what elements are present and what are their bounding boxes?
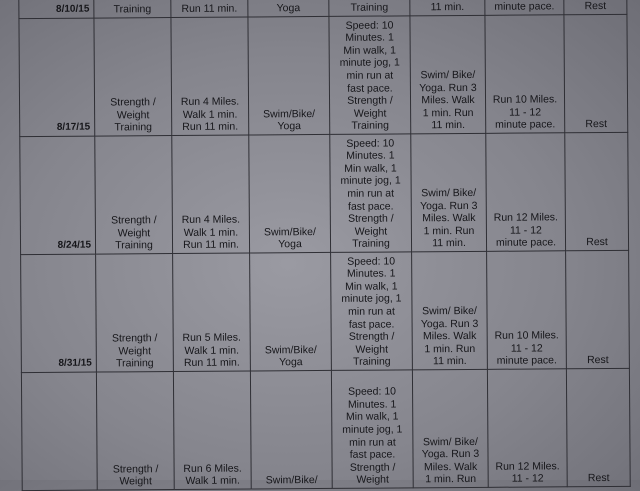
friday-cell: Swim/ Bike/ Yoga. Run 3 Miles. Walk 1 min. Run [412,369,488,488]
sunday-cell: Rest [566,250,630,368]
sunday-cell: Rest [566,368,630,486]
tuesday-cell: Run 5 Miles. Walk 1 min. Run 11 min. [173,253,251,372]
week-date-cell: 8/24/15 [20,136,96,255]
saturday-cell: Run 12 Miles. 11 - 12 [487,369,567,488]
wednesday-cell: Swim/Bike/ Yoga [249,134,331,253]
sunday-cell: Rest [565,132,629,250]
saturday-cell: Run 10 Miles. 11 - 12 minute pace. [487,251,567,370]
wednesday-cell: Swim/Bike/ [250,370,332,489]
friday-cell: Swim/ Bike/ Yoga. Run 3 Miles. Walk 1 min. Run 11 min. [411,133,487,252]
table-row [21,368,630,490]
thursday-cell: Speed: 10 Minutes. 1 Min walk, 1 minute jog, 1 min run at fast pace. Strength / Weight [331,370,413,489]
thursday-cell: Speed: 10 Minutes. 1 Min walk, 1 minute jog, 1 min run at fast pace. Strength / Weight Training [330,134,412,253]
day-cell: Training [329,0,410,16]
day-cell: Run 11 min. [171,0,248,18]
saturday-cell: Run 10 Miles. 11 - 12 minute pace. [485,15,565,134]
monday-cell: Strength / Weight Training [94,18,172,137]
table-row [19,14,628,136]
table-row [20,132,629,254]
tuesday-cell: Run 4 Miles. Walk 1 min. Run 11 min. [171,17,249,136]
week-date-cell: 8/17/15 [19,18,95,137]
wednesday-cell: Swim/Bike/ Yoga [250,252,332,371]
sunday-cell: Rest [564,14,628,132]
wednesday-cell: Swim/Bike/ Yoga [248,16,330,135]
thursday-cell: Speed: 10 Minutes. 1 Min walk, 1 minute jog, 1 min run at fast pace. Strength / Weight Training [329,16,411,135]
saturday-cell: Run 12 Miles. 11 - 12 minute pace. [486,133,566,252]
day-cell: Yoga [248,0,329,17]
training-schedule-table [18,0,630,491]
friday-cell: Swim/ Bike/ Yoga. Run 3 Miles. Walk 1 min. Run 11 min. [410,15,486,134]
tuesday-cell: Run 6 Miles. Walk 1 min. [173,371,251,490]
friday-cell: Swim/ Bike/ Yoga. Run 3 Miles. Walk 1 min. Run 11 min. [412,251,488,370]
thursday-cell: Speed: 10 Minutes. 1 Min walk, 1 minute jog, 1 min run at fast pace. Strength / Weight Training [331,252,413,371]
day-cell: minute pace. [485,0,564,15]
table-row [21,250,630,372]
week-date-cell [21,372,97,491]
day-cell: Rest [564,0,627,15]
week-date-cell: 8/31/15 [21,254,97,373]
monday-cell: Strength / Weight [96,372,174,491]
day-cell: Training [94,0,171,18]
monday-cell: Strength / Weight Training [96,254,174,373]
tuesday-cell: Run 4 Miles. Walk 1 min. Run 11 min. [172,135,250,254]
day-cell: 11 min. [410,0,485,16]
monday-cell: Strength / Weight Training [95,136,173,255]
week-date-cell: 8/10/15 [19,0,94,19]
